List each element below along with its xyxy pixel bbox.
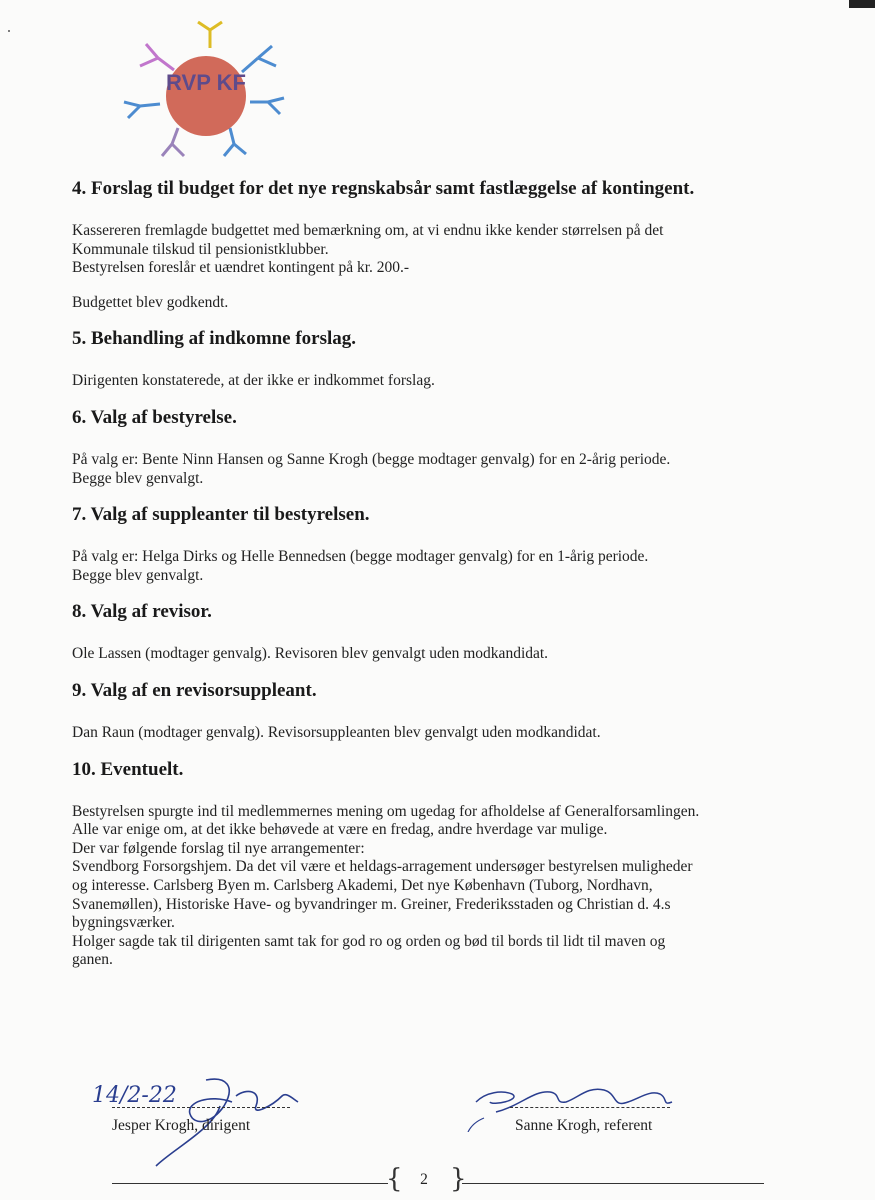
section-heading: 9. Valg af en revisorsuppleant. [72, 679, 317, 701]
paragraph-line: Svendborg Forsorgshjem. Da det vil være et heldags-arragement undersøger bestyrelsen muligheder [72, 858, 693, 876]
section-paragraph [72, 724, 812, 743]
section-paragraph [72, 222, 812, 278]
scan-edge-mark [849, 0, 875, 8]
agenda-section [72, 407, 812, 488]
paragraph-line: Ole Lassen (modtager genvalg). Revisoren blev genvalgt uden modkandidat. [72, 645, 549, 663]
section-heading: 8. Valg af revisor. [72, 601, 212, 623]
logo-circle [166, 56, 246, 136]
paragraph-line: Budgettet blev godkendt. [72, 293, 229, 311]
section-paragraph [72, 372, 812, 391]
logo-text: RVP KF [166, 70, 246, 95]
section-heading: 4. Forslag til budget for det nye regnskabsår samt fastlæggelse af kontingent. [72, 178, 695, 199]
signature-line-left [112, 1107, 290, 1108]
paragraph-line: Bestyrelsen spurgte ind til medlemmernes mening om ugedag for afholdelse af Generalforsamlingen. [72, 802, 700, 820]
paragraph-line: bygningsværker. [72, 914, 175, 932]
agenda-section [72, 601, 812, 664]
paragraph-line: Kommunale tilskud til pensionistklubber. [72, 240, 329, 258]
document-body [72, 178, 812, 986]
club-logo [118, 18, 288, 158]
paragraph-line: Kassereren fremlagde budgettet med bemærkning om, at vi endnu ikke kender størrelsen på det [72, 222, 664, 239]
paragraph-line: Der var følgende forslag til nye arrangementer: [72, 839, 365, 857]
section-paragraph [72, 548, 812, 585]
paragraph-line: På valg er: Bente Ninn Hansen og Sanne Krogh (begge modtager genvalg) for en 2-årig periode. [72, 450, 671, 468]
paragraph-line: Begge blev genvalgt. [72, 469, 204, 487]
agenda-section [72, 328, 812, 391]
footer-rule-left [112, 1183, 388, 1184]
section-heading: 6. Valg af bestyrelse. [72, 406, 237, 428]
section-paragraph [72, 645, 812, 664]
paragraph-line: Dan Raun (modtager genvalg). Revisorsuppleanten blev genvalgt uden modkandidat. [72, 723, 601, 741]
signature-line-right [510, 1107, 670, 1108]
handwritten-date: 14/2-22 [92, 1083, 177, 1108]
footer-rule-right [462, 1183, 764, 1184]
paragraph-line: og interesse. Carlsberg Byen m. Carlsberg Akademi, Det nye København (Tuborg, Nordhavn, [72, 876, 653, 894]
paragraph-line: Bestyrelsen foreslår et uændret kontingent på kr. 200.- [72, 259, 410, 277]
agenda-section [72, 759, 812, 970]
paragraph-line: På valg er: Helga Dirks og Helle Bennedsen (begge modtager genvalg) for en 1-årig periode. [72, 548, 649, 566]
paragraph-line: Alle var enige om, at det ikke behøvede at være en fredag, andre hverdage var mulige. [72, 821, 608, 839]
agenda-section [72, 178, 812, 312]
scan-speck [8, 30, 10, 32]
section-paragraph [72, 451, 812, 488]
section-heading: 5. Behandling af indkomne forslag. [72, 328, 356, 350]
paragraph-line: Svanemøllen), Historiske Have- og byvandringer m. Greiner, Frederiksstaden og Christian d. 4.s [72, 895, 671, 913]
page-number: 2 [420, 1171, 428, 1188]
agenda-section [72, 504, 812, 585]
section-heading: 10. Eventuelt. [72, 758, 184, 780]
section-paragraph [72, 803, 812, 970]
footer-brace-left: { [386, 1164, 403, 1194]
footer-brace-right: } [450, 1164, 467, 1194]
section-heading: 7. Valg af suppleanter til bestyrelsen. [72, 504, 370, 526]
paragraph-line: Holger sagde tak til dirigenten samt tak for god ro og orden og bød til bords til lidt til maven og [72, 932, 666, 950]
paragraph-line: Dirigenten konstaterede, at der ikke er indkommet forslag. [72, 372, 435, 390]
paragraph-line: Begge blev genvalgt. [72, 566, 204, 584]
agenda-section [72, 680, 812, 743]
signature-caption-right: Sanne Krogh, referent [515, 1117, 653, 1134]
paragraph-line: ganen. [72, 951, 113, 969]
section-paragraph [72, 294, 812, 313]
signature-caption-left: Jesper Krogh, dirigent [112, 1117, 251, 1134]
